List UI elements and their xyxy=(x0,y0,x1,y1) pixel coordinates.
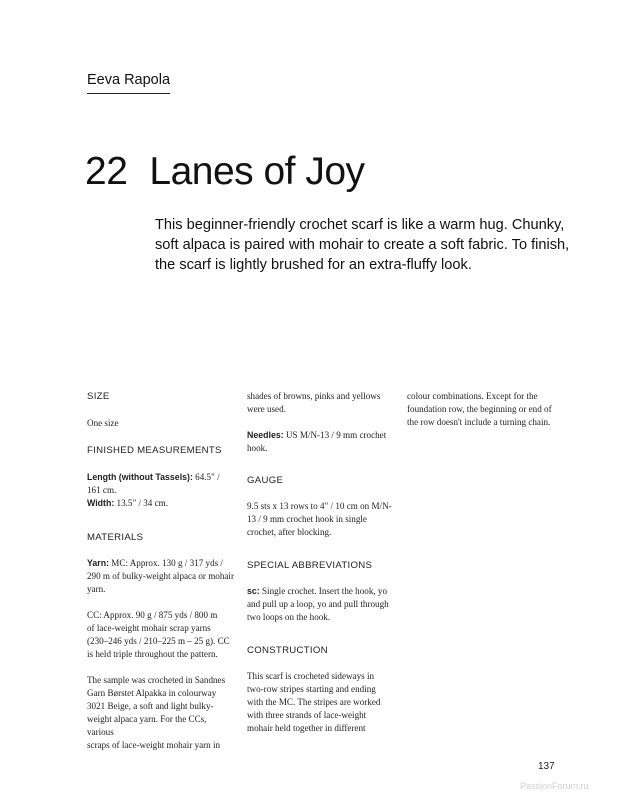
sample-line: weight alpaca yarn. For the CCs, various xyxy=(87,714,207,737)
construction-line: foundation row, the beginning or end of xyxy=(407,404,552,414)
construction-line: mohair held together in different xyxy=(247,723,366,733)
yarn-line: yarn. xyxy=(87,584,106,594)
construction-heading: CONSTRUCTION xyxy=(247,645,328,656)
yarn-line: MC: Approx. 130 g / 317 yds / xyxy=(109,558,223,568)
pattern-name: Lanes of Joy xyxy=(149,150,365,193)
shades-text xyxy=(247,390,394,416)
gauge-line: 13 / 9 mm crochet hook in single xyxy=(247,514,367,524)
gauge-line: 9.5 sts x 13 rows to 4" / 10 cm on M/N- xyxy=(247,501,392,511)
cc-line: (230–246 yds / 210–225 m – 25 g). CC xyxy=(87,636,230,646)
cc-line: of lace-weight mohair scrap yarns xyxy=(87,623,211,633)
intro-line: the scarf is lightly brushed for an extra-fluffy look. xyxy=(155,257,472,273)
needles-label: Needles: xyxy=(247,430,284,440)
construction-line: with three strands of lace-weight xyxy=(247,710,367,720)
author-underline xyxy=(87,93,170,94)
shades-line: shades of browns, pinks and yellows xyxy=(247,391,381,401)
intro-line: This beginner-friendly crochet scarf is like a warm hug. Chunky, xyxy=(155,217,565,233)
intro-paragraph xyxy=(155,215,575,275)
page-number: 137 xyxy=(538,761,555,772)
construction-text xyxy=(247,670,394,735)
width-text xyxy=(87,497,234,510)
cc-text xyxy=(87,609,234,661)
yarn-text xyxy=(87,557,234,596)
needles-line: US M/N-13 / 9 mm crochet xyxy=(283,430,387,440)
construction-line: with the MC. The stripes are worked xyxy=(247,697,381,707)
materials-heading: MATERIALS xyxy=(87,532,144,543)
width-value: 13.5" / 34 cm. xyxy=(114,498,169,508)
column-1 xyxy=(87,390,234,752)
sc-line: Single crochet. Insert the hook, yo xyxy=(259,586,388,596)
special-abbreviations-heading: SPECIAL ABBREVIATIONS xyxy=(247,560,373,571)
yarn-line: 290 m of bulky-weight alpaca or mohair xyxy=(87,571,234,581)
sc-text xyxy=(247,585,394,624)
construction-line: two-row stripes starting and ending xyxy=(247,684,376,694)
sample-line: The sample was crocheted in Sandnes xyxy=(87,675,226,685)
construction-line: colour combinations. Except for the xyxy=(407,391,538,401)
pattern-number: 22 xyxy=(85,150,128,193)
sample-line: Garn Børstet Alpakka in colourway xyxy=(87,688,217,698)
construction-continued xyxy=(407,390,557,429)
sample-line: 3021 Beige, a soft and light bulky- xyxy=(87,701,214,711)
gauge-line: crochet, after blocking. xyxy=(247,527,332,537)
gauge-text xyxy=(247,500,394,539)
sc-line: two loops on the hook. xyxy=(247,612,331,622)
pattern-title xyxy=(85,150,365,194)
finished-measurements-heading: FINISHED MEASUREMENTS xyxy=(87,445,222,456)
size-heading: SIZE xyxy=(87,391,110,402)
sc-line: and pull up a loop, yo and pull through xyxy=(247,599,389,609)
yarn-label: Yarn: xyxy=(87,558,110,568)
size-value: One size xyxy=(87,418,119,428)
length-label: Length (without Tassels): xyxy=(87,472,193,482)
sample-line: scraps of lace-weight mohair yarn in xyxy=(87,740,221,750)
length-value: 64.5" / xyxy=(192,472,220,482)
length-text xyxy=(87,471,234,497)
shades-line: were used. xyxy=(247,404,286,414)
cc-line: is held triple throughout the pattern. xyxy=(87,649,218,659)
construction-line: the row doesn't include a turning chain. xyxy=(407,417,551,427)
watermark: PassionForum.ru xyxy=(520,781,589,791)
needles-line: hook. xyxy=(247,443,268,453)
sc-label: sc: xyxy=(247,586,260,596)
needles-text xyxy=(247,429,394,455)
length-value-cm: 161 cm. xyxy=(87,485,117,495)
cc-line: CC: Approx. 90 g / 875 yds / 800 m xyxy=(87,610,218,620)
gauge-heading: GAUGE xyxy=(247,475,284,486)
intro-line: soft alpaca is paired with mohair to create a soft fabric. To finish, xyxy=(155,237,570,253)
column-2 xyxy=(247,390,394,735)
column-3 xyxy=(407,390,557,429)
construction-line: This scarf is crocheted sideways in xyxy=(247,671,375,681)
author-name: Eeva Rapola xyxy=(87,72,171,88)
sample-text xyxy=(87,674,234,752)
width-label: Width: xyxy=(87,498,115,508)
